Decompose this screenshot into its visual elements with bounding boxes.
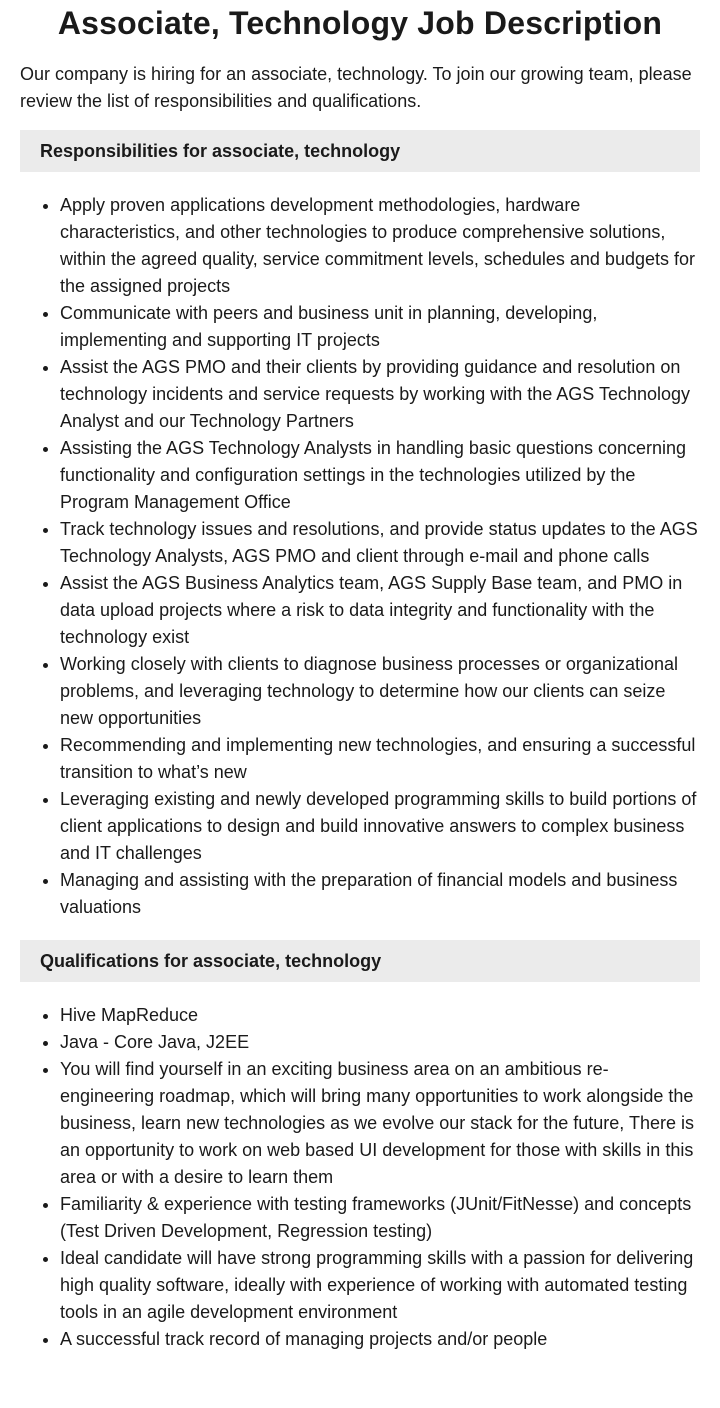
- list-item: • Assist the AGS PMO and their clients by providing guidance and resolution on technology incidents and service requests by working with the AGS Technology Analyst and our Technology Partners: [60, 354, 700, 435]
- list-item: • Recommending and implementing new technologies, and ensuring a successful transition to what’s new: [60, 732, 700, 786]
- list-item: • Java - Core Java, J2EE: [60, 1029, 700, 1056]
- qualifications-heading: Qualifications for associate, technology: [20, 940, 700, 982]
- list-item: • Managing and assisting with the preparation of financial models and business valuations: [60, 867, 700, 921]
- page-title: Associate, Technology Job Description: [57, 5, 663, 41]
- list-item: • Communicate with peers and business unit in planning, developing, implementing and supporting IT projects: [60, 300, 700, 354]
- list-item: • Apply proven applications development methodologies, hardware characteristics, and other technologies to produce comprehensive solutions, within the agreed quality, service commitment levels, schedules and budgets for the assigned projects: [60, 192, 700, 300]
- list-item: • Working closely with clients to diagnose business processes or organizational problems, and leveraging technology to determine how our clients can seize new opportunities: [60, 651, 700, 732]
- list-item: • You will find yourself in an exciting business area on an ambitious re-engineering roadmap, which will bring many opportunities to work alongside the business, learn new technologies as we evolve our stack for the future, There is an opportunity to work on web based UI development for those with skills in this area or with a desire to learn them: [60, 1056, 700, 1191]
- list-item: • Leveraging existing and newly developed programming skills to build portions of client applications to design and build innovative answers to complex business and IT challenges: [60, 786, 700, 867]
- list-item: • Ideal candidate will have strong programming skills with a passion for delivering high quality software, ideally with experience of working with automated testing tools in an agile development environment: [60, 1245, 700, 1326]
- list-item: • Hive MapReduce: [60, 1002, 700, 1029]
- qualifications-list: [20, 1002, 700, 1353]
- responsibilities-heading: Responsibilities for associate, technology: [20, 130, 700, 172]
- list-item: • Assisting the AGS Technology Analysts in handling basic questions concerning functionality and configuration settings in the technologies utilized by the Program Management Office: [60, 435, 700, 516]
- list-item: • Familiarity & experience with testing frameworks (JUnit/FitNesse) and concepts (Test Driven Development, Regression testing): [60, 1191, 700, 1245]
- intro-paragraph: Our company is hiring for an associate, technology. To join our growing team, please review the list of responsibilities and qualifications.: [20, 64, 692, 111]
- list-item: • Track technology issues and resolutions, and provide status updates to the AGS Technology Analysts, AGS PMO and client through e-mail and phone calls: [60, 516, 700, 570]
- list-item: • Assist the AGS Business Analytics team, AGS Supply Base team, and PMO in data upload projects where a risk to data integrity and functionality with the technology exist: [60, 570, 700, 651]
- responsibilities-list: [20, 192, 700, 921]
- list-item: • A successful track record of managing projects and/or people: [60, 1326, 700, 1353]
